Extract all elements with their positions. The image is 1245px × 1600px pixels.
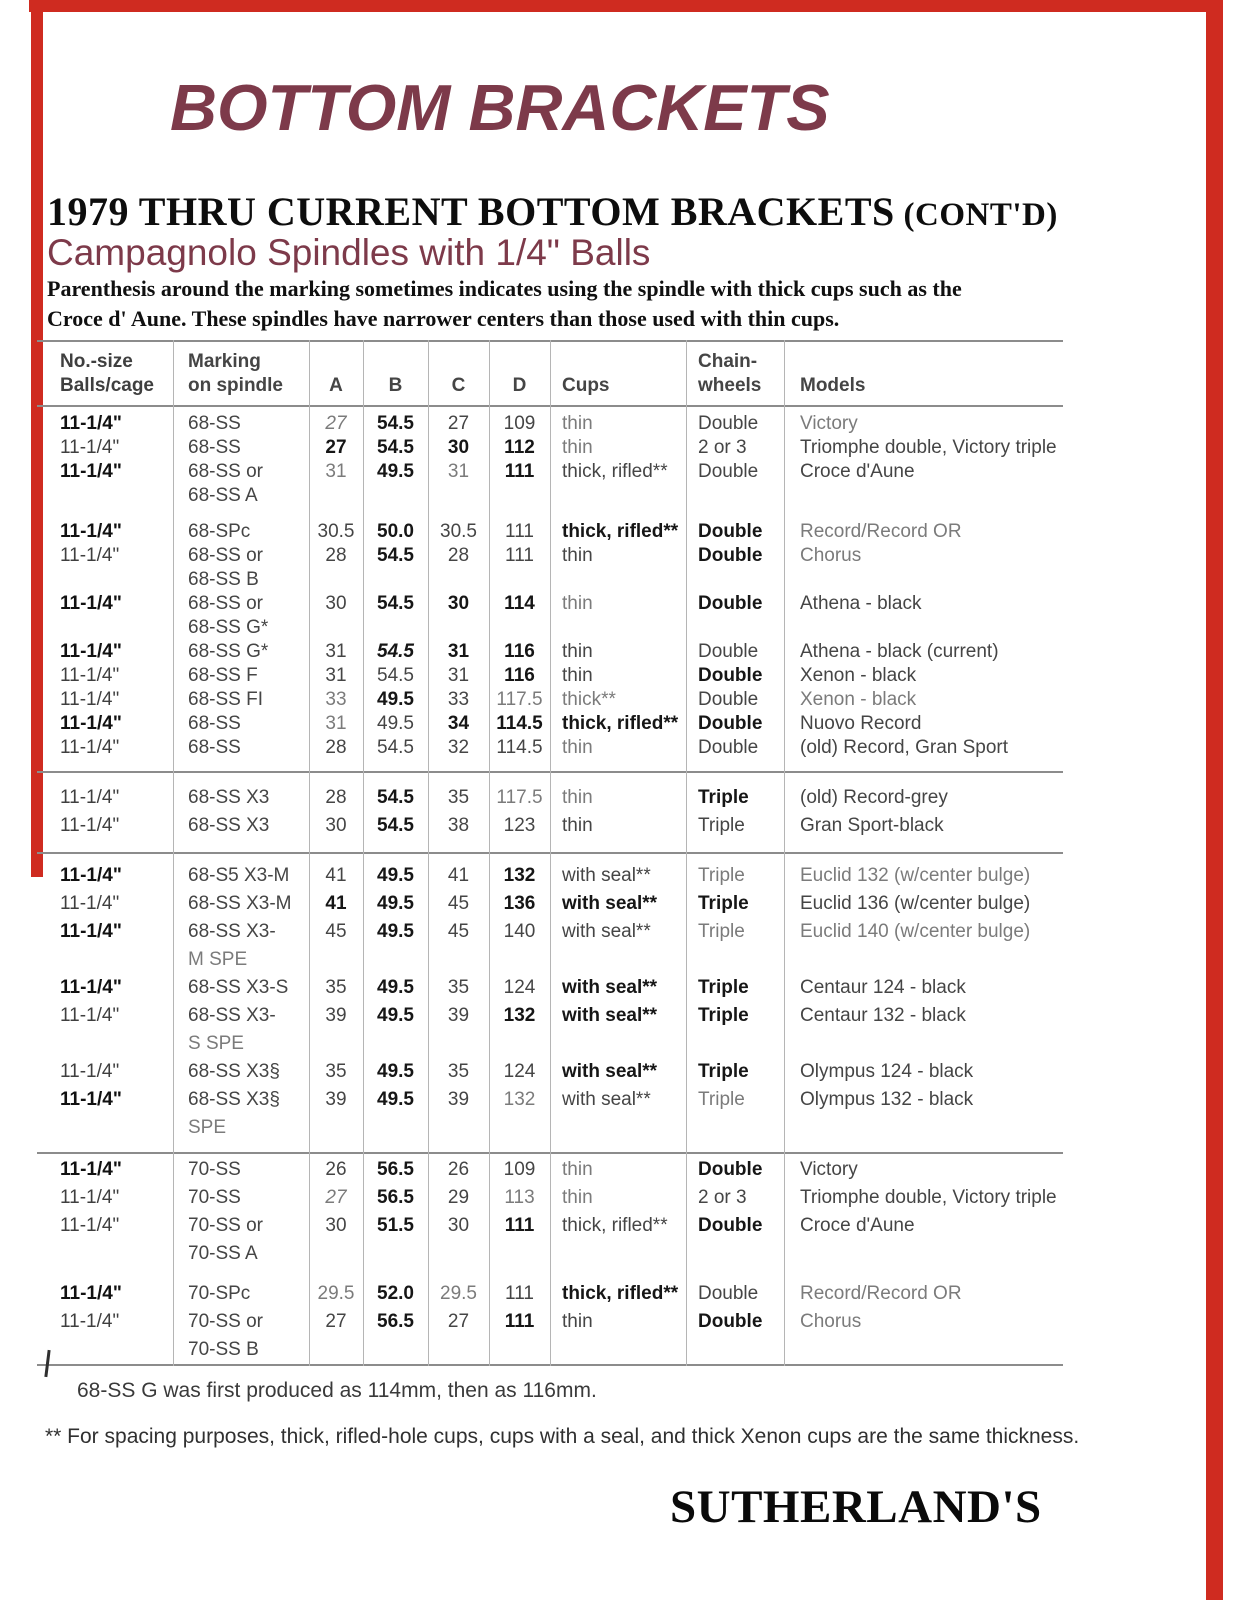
cell-a: 31 [325, 461, 347, 482]
cell-b: 54.5 [377, 437, 414, 458]
cell-a: 33 [325, 689, 347, 710]
cell-marking: 68-SS X3 [188, 787, 270, 808]
cell-marking: 70-SS [188, 1159, 241, 1180]
cell-b: 54.5 [377, 413, 414, 434]
cell-size: 11-1/4" [60, 521, 122, 542]
cell-cups: with seal** [562, 1005, 658, 1026]
cell-marking: 70-SS or 70-SS B [173, 1308, 309, 1364]
cell-cups: thin [562, 787, 593, 808]
cell-marking: 70-SS or 70-SS A [173, 1212, 309, 1268]
header-line: Chain- [698, 351, 758, 372]
cell-d: 124 [503, 1061, 536, 1082]
column-divider [363, 340, 364, 1366]
cell-models: Olympus 124 - black [800, 1061, 974, 1082]
cell-a: 27 [325, 1187, 347, 1208]
cell-chain: Triple [698, 893, 749, 914]
section-heading-suffix: (CONT'D) [894, 197, 1058, 233]
cell-chain: Triple [698, 1061, 749, 1082]
cell-a: 39 [325, 1005, 347, 1026]
cell-c: 41 [447, 865, 470, 886]
cell-line-2: SPE [188, 1117, 227, 1138]
intro-line-2: Croce d' Aune. These spindles have narrower centers than those used with thin cups. [47, 306, 840, 331]
cell-a: 30 [325, 593, 347, 614]
header-line: No.-size [60, 351, 133, 372]
cell-cups: thin [562, 593, 593, 614]
cell-size: 11-1/4" [60, 787, 120, 808]
cell-marking: 68-SS [188, 737, 241, 758]
cell-cups: thick, rifled** [562, 1215, 668, 1236]
scan-edge-right [1206, 0, 1223, 1600]
cell-c: 26 [447, 1159, 470, 1180]
cell-c: 30 [447, 437, 470, 458]
cell-line-2: 68-SS B [188, 569, 259, 590]
cell-marking: 68-SS X3-S [188, 977, 289, 998]
header-c [428, 374, 489, 398]
cell-d: 111 [504, 461, 535, 482]
cell-size: 11-1/4" [60, 593, 122, 614]
cell-size: 11-1/4" [60, 1005, 120, 1026]
cell-models: Triomphe double, Victory triple [800, 437, 1057, 458]
cell-a: 41 [325, 893, 347, 914]
header-line: D [512, 375, 527, 396]
cell-c: 27 [447, 1311, 470, 1332]
cell-a: 31 [325, 713, 347, 734]
cell-models: Euclid 140 (w/center bulge) [800, 921, 1031, 942]
cell-d: 109 [503, 1159, 536, 1180]
cell-size: 11-1/4" [60, 1061, 120, 1082]
cell-chain: Triple [698, 1089, 745, 1110]
column-divider [784, 340, 785, 1366]
cell-a: 30 [325, 1215, 347, 1236]
cell-size: 11-1/4" [60, 689, 120, 710]
cell-models: Centaur 132 - black [800, 1005, 966, 1026]
cell-a: 41 [325, 865, 347, 886]
cell-models: Gran Sport-black [800, 815, 944, 836]
cell-cups: with seal** [562, 977, 658, 998]
cell-marking: 68-SS X3§ [188, 1061, 280, 1082]
header-line: wheels [698, 375, 762, 396]
cell-marking: 68-SS X3- S SPE [173, 1002, 309, 1058]
cell-d: 124 [503, 977, 536, 998]
cell-d: 116 [504, 665, 535, 686]
cell-chain: Double [698, 1159, 763, 1180]
cell-c: 30 [447, 1215, 470, 1236]
cell-a: 28 [325, 545, 347, 566]
cell-size: 11-1/4" [60, 1089, 122, 1110]
cell-d: 111 [504, 1215, 535, 1236]
cell-chain: Triple [698, 787, 749, 808]
cell-cups: thin [562, 1187, 593, 1208]
cell-c: 39 [447, 1005, 470, 1026]
cell-chain: Double [698, 1311, 763, 1332]
intro-line-1: Parenthesis around the marking sometimes indicates using the spindle with thick cups such as the [47, 276, 962, 301]
cell-models: Nuovo Record [800, 713, 922, 734]
header-line: Models [800, 375, 866, 396]
cell-a: 28 [325, 787, 347, 808]
cell-models: Athena - black [800, 593, 922, 614]
cell-chain: Triple [698, 865, 745, 886]
header-line: C [451, 375, 466, 396]
cell-d: 114.5 [496, 737, 543, 758]
cell-b: 54.5 [377, 787, 414, 808]
cell-line-2: 68-SS G* [188, 617, 269, 638]
scan-edge-top [29, 0, 1223, 12]
cell-cups: thin [562, 545, 593, 566]
cell-b: 49.5 [377, 893, 414, 914]
column-divider [309, 340, 310, 1366]
cell-size: 11-1/4" [60, 737, 120, 758]
cell-chain: Double [698, 713, 763, 734]
cell-cups: thin [562, 1311, 593, 1332]
footnote-2: ** For spacing purposes, thick, rifled-hole cups, cups with a seal, and thick Xenon cups are the same thickness. [45, 1425, 1080, 1448]
cell-size: 11-1/4" [60, 641, 122, 662]
cell-cups: thick, rifled** [562, 521, 679, 542]
cell-models: Triomphe double, Victory triple [800, 1187, 1057, 1208]
cell-d: 109 [503, 413, 536, 434]
cell-d: 132 [503, 1089, 536, 1110]
cell-chain: Triple [698, 921, 745, 942]
cell-cups: thick, rifled** [562, 461, 668, 482]
cell-models: Euclid 136 (w/center bulge) [800, 893, 1031, 914]
cell-cups: with seal** [562, 1089, 651, 1110]
cell-marking: 68-SPc [188, 521, 251, 542]
cell-marking: 68-SS X3-M [188, 893, 292, 914]
cell-cups: thin [562, 437, 593, 458]
cell-models: Victory [800, 1159, 858, 1180]
cell-d: 111 [504, 1311, 535, 1332]
cell-size: 11-1/4" [60, 1215, 120, 1236]
cell-size: 11-1/4" [60, 977, 122, 998]
cell-d: 116 [504, 641, 535, 662]
page-title: BOTTOM BRACKETS [170, 71, 830, 144]
cell-a: 26 [325, 1159, 347, 1180]
cell-d: 111 [505, 1283, 534, 1304]
cell-models: Record/Record OR [800, 521, 962, 542]
cell-chain: Double [698, 521, 763, 542]
intro-paragraph [47, 274, 1057, 334]
cell-b: 49.5 [377, 977, 414, 998]
cell-a: 27 [325, 437, 347, 458]
cell-size: 11-1/4" [60, 545, 120, 566]
cell-chain: Triple [698, 1005, 749, 1026]
section-heading [47, 190, 1058, 237]
cell-b: 56.5 [377, 1187, 414, 1208]
cell-models: Croce d'Aune [800, 1215, 915, 1236]
cell-c: 45 [447, 893, 470, 914]
cell-a: 30.5 [317, 521, 355, 542]
cell-size: 11-1/4" [60, 413, 122, 434]
cell-b: 54.5 [377, 545, 414, 566]
cell-a: 35 [325, 1061, 347, 1082]
cell-b: 49.5 [377, 461, 414, 482]
cell-models: (old) Record-grey [800, 787, 948, 808]
cell-c: 33 [447, 689, 470, 710]
cell-models: Xenon - black [800, 689, 917, 710]
cell-a: 28 [325, 737, 347, 758]
cell-d: 140 [503, 921, 536, 942]
cell-cups: thick, rifled** [562, 713, 679, 734]
column-divider [173, 340, 174, 1366]
cell-size: 11-1/4" [60, 865, 122, 886]
cell-chain: Double [698, 1215, 763, 1236]
cell-marking: 68-SS G* [188, 641, 269, 662]
cell-b: 51.5 [377, 1215, 414, 1236]
cell-d: 136 [503, 893, 536, 914]
cell-size: 11-1/4" [60, 1283, 122, 1304]
cell-cups: thin [562, 665, 593, 686]
cell-cups: with seal** [562, 893, 658, 914]
cell-cups: thick** [562, 689, 616, 710]
cell-c: 28 [447, 545, 470, 566]
cell-b: 49.5 [377, 689, 414, 710]
cell-models: Chorus [800, 1311, 862, 1332]
cell-b: 54.5 [377, 593, 414, 614]
cell-chain: Double [698, 461, 759, 482]
cell-b: 52.0 [377, 1283, 414, 1304]
cell-size: 11-1/4" [60, 815, 120, 836]
cell-line-2: M SPE [188, 949, 248, 970]
cell-d: 117.5 [496, 689, 543, 710]
cell-line-2: 70-SS A [188, 1243, 258, 1264]
cell-c: 27 [447, 413, 470, 434]
cell-models: Victory [800, 413, 858, 434]
cell-chain: Triple [698, 977, 749, 998]
cell-d: 132 [503, 1005, 536, 1026]
header-b [363, 374, 428, 398]
cell-d: 114.5 [496, 713, 543, 734]
cell-marking: 68-S5 X3-M [188, 865, 290, 886]
brand-logo: SUTHERLAND'S [670, 1481, 1042, 1533]
subheading: Campagnolo Spindles with 1/4" Balls [47, 232, 651, 273]
cell-chain: Triple [698, 815, 745, 836]
cell-b: 54.5 [377, 815, 414, 836]
cell-cups: thin [562, 737, 593, 758]
header-line: Cups [562, 375, 610, 396]
spindle-table [37, 340, 1063, 1366]
cell-cups: thin [562, 815, 593, 836]
header-line: A [329, 375, 343, 396]
cell-marking: 70-SS [188, 1187, 241, 1208]
cell-size: 11-1/4" [60, 921, 122, 942]
cell-b: 56.5 [377, 1311, 414, 1332]
cell-marking: 68-SS or 68-SS G* [173, 592, 309, 640]
cell-c: 31 [447, 461, 470, 482]
cell-line-2: 70-SS B [188, 1339, 259, 1360]
cell-chain: Double [698, 545, 763, 566]
cell-size: 11-1/4" [60, 713, 122, 734]
column-divider [550, 340, 551, 1366]
cell-cups: thin [562, 641, 593, 662]
cell-chain: Double [698, 641, 759, 662]
cell-models: Athena - black (current) [800, 641, 999, 662]
cell-c: 30 [447, 593, 470, 614]
cell-a: 27 [325, 413, 347, 434]
cell-b: 56.5 [377, 1159, 414, 1180]
cell-models: Croce d'Aune [800, 461, 915, 482]
cell-c: 31 [447, 641, 470, 662]
cell-chain: 2 or 3 [698, 1187, 747, 1208]
header-size [37, 350, 173, 398]
cell-line-2: 68-SS A [188, 485, 258, 506]
cell-c: 34 [447, 713, 470, 734]
header-cups [550, 374, 686, 398]
cell-a: 39 [325, 1089, 347, 1110]
cell-marking: 70-SPc [188, 1283, 251, 1304]
cell-marking: 68-SS [188, 713, 241, 734]
cell-c: 35 [447, 1061, 470, 1082]
cell-a: 30 [325, 815, 347, 836]
cell-size: 11-1/4" [60, 665, 120, 686]
cell-b: 49.5 [377, 1061, 414, 1082]
cell-chain: Double [698, 665, 763, 686]
section-heading-main: 1979 THRU CURRENT BOTTOM BRACKETS [47, 189, 895, 234]
cell-a: 31 [325, 665, 347, 686]
cell-size: 11-1/4" [60, 1187, 120, 1208]
cell-models: Chorus [800, 545, 862, 566]
cell-cups: thin [562, 1159, 593, 1180]
cell-b: 49.5 [377, 713, 414, 734]
cell-cups: with seal** [562, 921, 651, 942]
header-line: Balls/cage [60, 375, 154, 396]
cell-chain: Double [698, 1283, 759, 1304]
header-a [309, 374, 363, 398]
cell-size: 11-1/4" [60, 1311, 120, 1332]
column-divider [686, 340, 687, 1366]
cell-size: 11-1/4" [60, 893, 120, 914]
cell-d: 111 [505, 521, 534, 542]
cell-c: 32 [447, 737, 470, 758]
cell-models: Xenon - black [800, 665, 917, 686]
header-d [489, 374, 550, 398]
cell-models: Record/Record OR [800, 1283, 962, 1304]
cell-marking: 68-SS X3- M SPE [173, 918, 309, 974]
cell-marking: 68-SS or 68-SS B [173, 544, 309, 592]
cell-b: 54.5 [377, 641, 414, 662]
header-line: B [388, 375, 403, 396]
cell-d: 111 [505, 545, 534, 566]
cell-line-2: S SPE [188, 1033, 244, 1054]
cell-a: 29.5 [317, 1283, 355, 1304]
cell-cups: with seal** [562, 1061, 658, 1082]
cell-b: 54.5 [377, 737, 414, 758]
cell-marking: 68-SS FI [188, 689, 263, 710]
cell-a: 27 [325, 1311, 347, 1332]
cell-marking: 68-SS X3 [188, 815, 270, 836]
cell-marking: 68-SS X3§ SPE [173, 1086, 309, 1142]
cell-chain: Double [698, 593, 763, 614]
cell-b: 49.5 [377, 921, 414, 942]
header-line: on spindle [188, 375, 283, 396]
cell-d: 123 [503, 815, 536, 836]
cell-size: 11-1/4" [60, 437, 120, 458]
cell-c: 30.5 [440, 521, 477, 542]
header-chain [686, 350, 784, 398]
cell-marking: 68-SS [188, 413, 241, 434]
cell-c: 31 [447, 665, 470, 686]
cell-d: 112 [504, 437, 535, 458]
cell-c: 29 [447, 1187, 470, 1208]
cell-b: 54.5 [377, 665, 414, 686]
cell-models: (old) Record, Gran Sport [800, 737, 1009, 758]
header-marking [173, 350, 309, 398]
cell-d: 113 [504, 1187, 535, 1208]
cell-d: 132 [503, 865, 536, 886]
cell-marking: 68-SS F [188, 665, 258, 686]
cell-models: Centaur 124 - black [800, 977, 966, 998]
cell-cups: with seal** [562, 865, 651, 886]
cell-chain: 2 or 3 [698, 437, 747, 458]
cell-a: 45 [325, 921, 347, 942]
cell-c: 45 [447, 921, 470, 942]
header-models [784, 374, 1063, 398]
cell-size: 11-1/4" [60, 1159, 122, 1180]
footnote-1: 68-SS G was first produced as 114mm, then as 116mm. [77, 1379, 597, 1402]
cell-b: 49.5 [377, 1005, 414, 1026]
cell-d: 114 [504, 593, 535, 614]
column-divider [489, 340, 490, 1366]
header-line: Marking [188, 351, 261, 372]
cell-chain: Double [698, 737, 759, 758]
cell-b: 50.0 [377, 521, 414, 542]
cell-marking: 68-SS [188, 437, 241, 458]
cell-c: 35 [447, 787, 470, 808]
cell-c: 39 [447, 1089, 470, 1110]
column-divider [428, 340, 429, 1366]
cell-a: 31 [325, 641, 347, 662]
cell-c: 29.5 [440, 1283, 477, 1304]
cell-cups: thin [562, 413, 593, 434]
cell-size: 11-1/4" [60, 461, 122, 482]
cell-cups: thick, rifled** [562, 1283, 679, 1304]
cell-c: 35 [447, 977, 470, 998]
cell-models: Euclid 132 (w/center bulge) [800, 865, 1031, 886]
cell-chain: Double [698, 413, 759, 434]
cell-models: Olympus 132 - black [800, 1089, 974, 1110]
cell-a: 35 [325, 977, 347, 998]
cell-c: 38 [447, 815, 470, 836]
cell-b: 49.5 [377, 865, 414, 886]
cell-marking: 68-SS or 68-SS A [173, 460, 309, 508]
cell-b: 49.5 [377, 1089, 414, 1110]
cell-chain: Double [698, 689, 759, 710]
cell-d: 117.5 [496, 787, 543, 808]
